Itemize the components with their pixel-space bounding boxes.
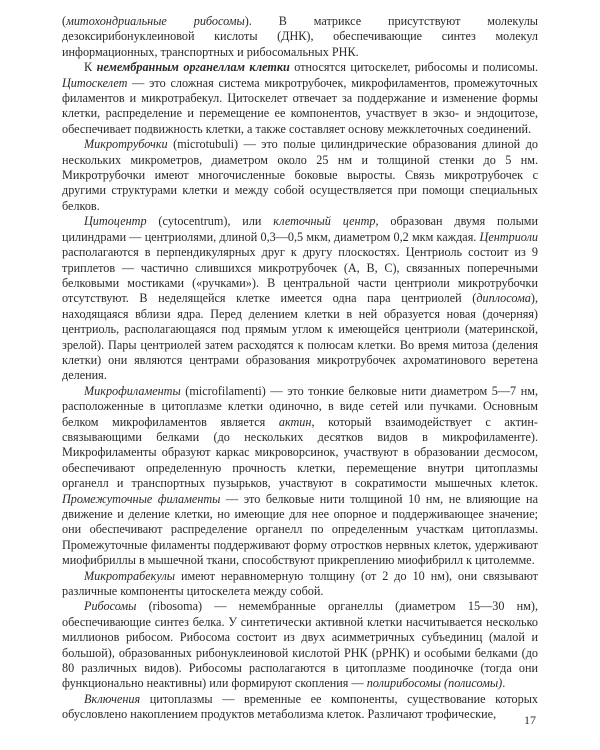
italic-term: митохондриальные рибосомы: [66, 14, 245, 28]
italic-term: Включения: [84, 691, 141, 706]
text-run: — это белковые нити толщиной 10 нм, не влияющие на движение и деление клетки, но имеющие для нее опорное и поддерживающее значение; они обеспечивают распределение органелл по определенным участкам цитоплазмы. Промежуточные филаменты поддерживают форму отростков нервных клеток, удерживают миофибриллы в мышечной ткани, способствуют прикреплению миофибрилл к цитолемме.: [62, 491, 538, 568]
text-run: (: [62, 14, 67, 28]
text-run: (microfilamenti) — это тонкие белковые нити диаметром 5—7 нм, расположенные в цитоплазме клетки одиночно, в виде сетей или пучками. Основным белком микрофиламентов является: [62, 383, 538, 429]
paragraph-ribosomes: [62, 599, 538, 691]
text-run: — это сложная система микротрубочек, микрофиламентов, промежуточных филаментов и микротрабекул. Цитоскелет отвечает за поддержание и изменение формы клетки, распределение и перемещение ее компонентов, участвует в экзо- и эндоцитозе, обеспечивает подвижность клетки, а также составляет основу межклеточных соединений.: [62, 75, 538, 136]
paragraph-cytocenter: [62, 214, 538, 383]
page-number: 17: [524, 713, 536, 727]
italic-term: Микрофиламенты: [84, 383, 181, 398]
italic-term: клеточный центр: [273, 214, 376, 229]
text-run: (cytocentrum), или: [146, 214, 274, 229]
text-run: располагаются в перпендикулярных друг к другу плоскостях. Центриоль состоит из 9 триплетов — частично слившихся микротрубочек (A, B, C), связанных поперечными белковыми мостиками («ручками»). В центральной части центриоли микротрубочки отсутствуют. В неделящейся клетке имеется одна пара центриолей (: [62, 245, 538, 306]
text-run: , образован двумя полыми цилиндрами — центриолями, длиной 0,3—0,5 мкм, диаметром 0,2 мкм каждая.: [62, 214, 538, 244]
text-run: (ribosoma) — немембранные органеллы (диаметром 15—30 нм), обеспечивающие синтез белка. У синтетически активной клетки насчитывается несколько миллионов рибосом. Рибосома состоит из двух асимметричных субъединиц (малой и большой), образованных рибонуклеиновой кислотой РНК (рРНК) и особыми белками (до 80 различных видов). Рибосомы располагаются в цитоплазме поодиночке (тогда они функционально неактивны) или формируют скопления —: [62, 599, 538, 691]
italic-term: Промежуточные филаменты: [62, 491, 221, 506]
italic-term: Цитоцентр: [84, 214, 147, 229]
italic-term: полирибосомы (полисомы): [366, 676, 503, 691]
italic-term: диплосома: [476, 291, 531, 306]
italic-term: актин: [278, 414, 312, 429]
text-run: , который взаимодействует с актин-связывающими белками (до нескольких десятков видов в микрофиламенте). Микрофиламенты образуют каркас микроворсинок, участвуют в образовании десмосом, обеспечивают определенную прочность клетки, перемещение внутри цитоплазмы органелл и транспортных пузырьков, участвуют в сократимости мышечных клеток.: [62, 414, 538, 491]
text-run: ). В матриксе присутствуют молекулы дезоксирибонуклеиновой кислоты (ДНК), обеспечивающие синтез молекул информационных, транспортных и рибосомальных РНК.: [62, 14, 538, 59]
text-run: ), находящаяся вблизи ядра. Перед делением клетки в ней образуется новая (дочерняя) центриоль, располагающаяся под прямым углом к имеющейся центриоли (материнской, зрелой). Пары центриолей затем расходятся к полюсам клетки. Во время митоза (деления клетки) они являются центрами образования микротрубочек ахроматинового веретена деления.: [62, 291, 538, 383]
italic-term: Рибосомы: [84, 599, 137, 614]
paragraph-microtubules: [62, 137, 538, 214]
paragraph-microtrabeculae: [62, 569, 538, 600]
italic-term: Микротрубочки: [84, 137, 168, 152]
text-run: имеют неравномерную толщину (от 2 до 10 нм), они связывают различные компоненты цитоскелета между собой.: [62, 568, 538, 599]
italic-term: Цитоскелет: [62, 75, 128, 90]
paragraph-matrix-continuation: [62, 14, 538, 60]
text-run: относятся цитоскелет, рибосомы и полисомы.: [289, 60, 538, 75]
paragraph-microfilaments: [62, 384, 538, 569]
text-run: .: [502, 676, 506, 691]
bold-italic-term: немембранным органеллам клетки: [96, 60, 290, 75]
italic-term: Микротрабекулы: [84, 568, 176, 583]
text-run: (microtubuli) — это полые цилиндрические образования длиной до нескольких микрометров, диаметром около 25 нм и толщиной стенки до 5 нм. Микротрубочки имеют многочисленные боковые выросты. Связь микротрубочек с другими структурами клетки и между собой осуществляется при помощи специальных белков.: [62, 137, 538, 213]
text-run: цитоплазмы — временные ее компоненты, существование которых обусловлено накоплением продуктов метаболизма клеток. Различают трофические,: [62, 691, 538, 722]
paragraph-nonmembrane-organelles: [62, 60, 538, 137]
paragraph-inclusions: [62, 692, 538, 723]
text-run: К: [84, 60, 97, 75]
italic-term: Центриоли: [479, 229, 538, 244]
